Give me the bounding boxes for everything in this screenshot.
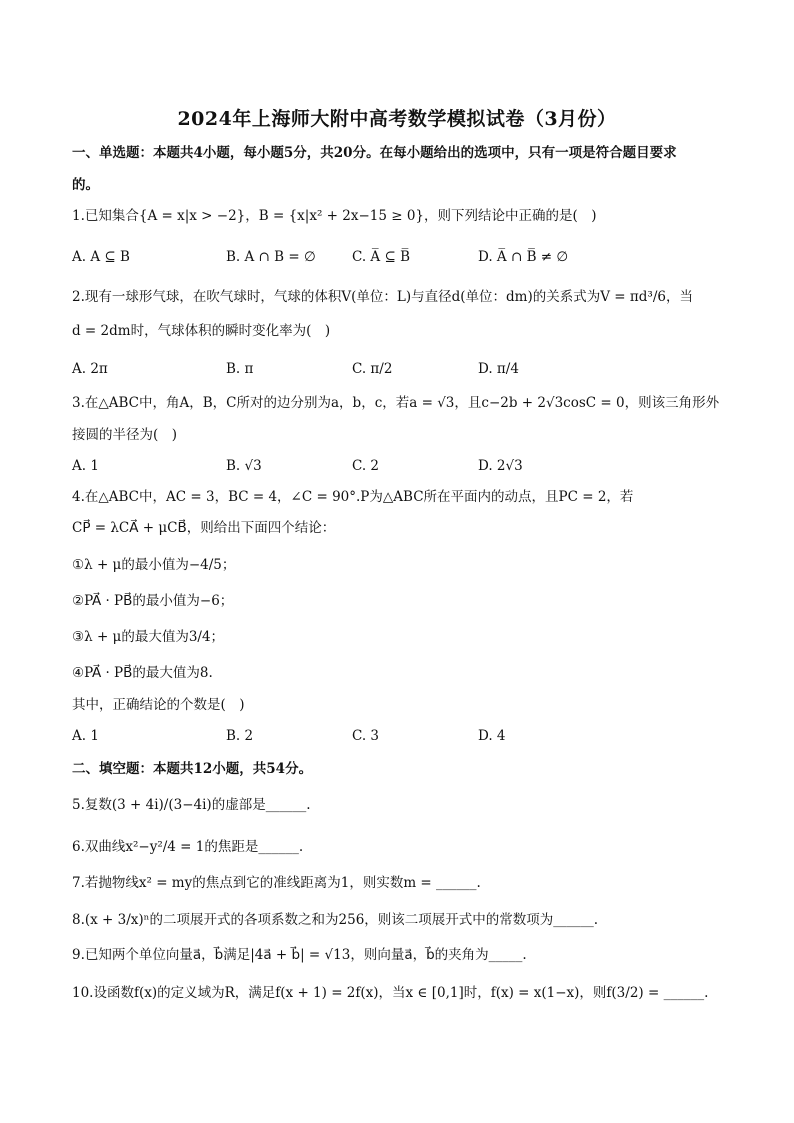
q9-text: 9.已知两个单位向量a⃗，b⃗满足|4a⃗ + b⃗| = √13，则向量a⃗，b⃗的夹角为_____. [72, 947, 527, 963]
q1-stem: 1.已知集合{A = x|x > −2}，B = {x|x² + 2x−15 ≥ 0}，则下列结论中正确的是( ) [72, 208, 597, 224]
page-title: 2024年上海师大附中高考数学模拟试卷（3月份） [177, 108, 617, 130]
q4-stem: 4.在△ABC中，AC = 3，BC = 4，∠C = 90°.P为△ABC所在平面内的动点，且PC = 2，若 [72, 489, 634, 505]
q3-option-b: B. √3 [226, 458, 262, 474]
q4-stem-cont: CP⃗ = λCA⃗ + μCB⃗，则给出下面四个结论： [72, 520, 336, 536]
q4-option-b: B. 2 [226, 728, 254, 744]
q2-option-d: D. π/4 [478, 361, 519, 377]
q4-conclusion-4: ④PA⃗ · PB⃗的最大值为8. [72, 665, 213, 681]
q4-conclusion-3: ③λ + μ的最大值为3/4； [72, 629, 225, 645]
q3-option-a: A. 1 [72, 458, 99, 474]
q1-option-c: C. A̅ ⊆ B̅ [352, 249, 410, 265]
q4-conclusion-2: ②PA⃗ · PB⃗的最小值为−6； [72, 593, 234, 609]
q4-option-d: D. 4 [478, 728, 506, 744]
q1-option-a: A. A ⊆ B [72, 249, 130, 265]
q2-option-a: A. 2π [72, 361, 108, 377]
q3-option-d: D. 2√3 [478, 458, 523, 474]
q1-option-b: B. A ∩ B = ∅ [226, 249, 316, 265]
q2-stem: 2.现有一球形气球，在吹气球时，气球的体积V(单位：L)与直径d(单位：dm)的关系式为V = πd³/6，当 [72, 289, 693, 305]
q3-stem-cont: 接圆的半径为( ) [72, 427, 178, 443]
q7-text: 7.若抛物线x² = my的焦点到它的准线距离为1，则实数m = ______. [72, 875, 481, 891]
q3-stem: 3.在△ABC中，角A，B，C所对的边分别为a，b，c，若a = √3，且c−2b + 2√3cosC = 0，则该三角形外 [72, 395, 720, 411]
q2-stem-cont: d = 2dm时，气球体积的瞬时变化率为( ) [72, 323, 331, 339]
q2-option-b: B. π [226, 361, 254, 377]
section2-heading: 二、填空题：本题共12小题，共54分。 [72, 761, 313, 777]
section1-heading: 一、单选题：本题共4小题，每小题5分，共20分。在每小题给出的选项中，只有一项是符合题目要求 [72, 145, 677, 161]
q4-option-a: A. 1 [72, 728, 99, 744]
q1-option-d: D. A̅ ∩ B̅ ≠ ∅ [478, 249, 569, 265]
q10-text: 10.设函数f(x)的定义域为R，满足f(x + 1) = 2f(x)，当x ∈ [0,1]时，f(x) = x(1−x)，则f(3/2) = ______. [72, 985, 709, 1001]
q8-text: 8.(x + 3/x)ⁿ的二项展开式的各项系数之和为256，则该二项展开式中的常数项为______. [72, 912, 599, 928]
q2-option-c: C. π/2 [352, 361, 393, 377]
q4-question: 其中，正确结论的个数是( ) [72, 697, 245, 713]
q4-conclusion-1: ①λ + μ的最小值为−4/5； [72, 557, 236, 573]
q5-text: 5.复数(3 + 4i)/(3−4i)的虚部是______. [72, 797, 311, 813]
q6-text: 6.双曲线x²−y²/4 = 1的焦距是______. [72, 839, 304, 855]
q4-option-c: C. 3 [352, 728, 380, 744]
q3-option-c: C. 2 [352, 458, 380, 474]
section1-heading-cont: 的。 [72, 177, 99, 193]
